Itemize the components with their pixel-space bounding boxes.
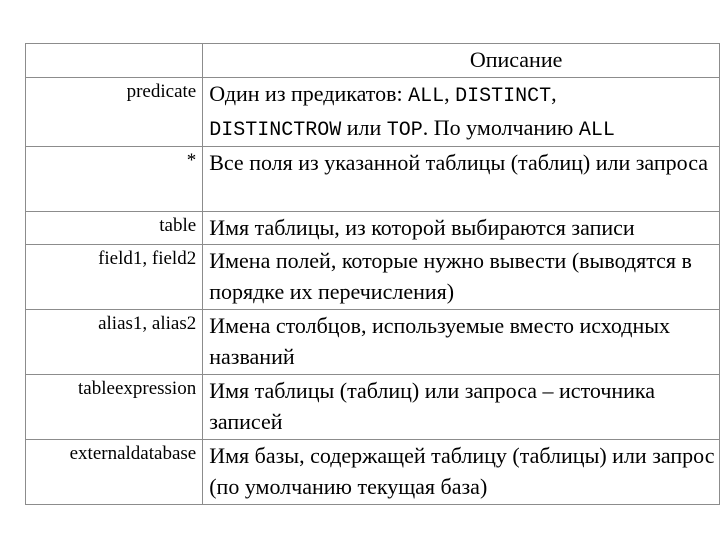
term-cell: table xyxy=(26,212,203,245)
description-cell: Имя таблицы (таблиц) или запроса – источника записей xyxy=(203,375,720,440)
description-cell: Имена полей, которые нужно вывести (выводятся в порядке их перечисления) xyxy=(203,245,720,310)
description-cell: Имя таблицы, из которой выбираются записи xyxy=(203,212,720,245)
term-cell: externaldatabase xyxy=(26,440,203,505)
term-cell: field1, field2 xyxy=(26,245,203,310)
header-description-cell: Описание xyxy=(203,44,720,78)
keyword-all: ALL xyxy=(408,85,445,108)
description-cell: Все поля из указанной таблицы (таблиц) или запроса xyxy=(203,147,720,212)
table-row xyxy=(26,440,720,505)
table-row xyxy=(26,375,720,440)
term-cell: * xyxy=(26,147,203,212)
desc-text: Один из предикатов: xyxy=(209,81,409,106)
desc-text: или xyxy=(341,115,387,140)
table-row xyxy=(26,78,720,147)
keyword-all-default: ALL xyxy=(578,119,615,142)
description-cell: Имя базы, содержащей таблицу (таблицы) или запрос (по умолчанию текущая база) xyxy=(203,440,720,505)
term-cell: predicate xyxy=(26,78,203,147)
header-term-cell xyxy=(26,44,203,78)
table-row xyxy=(26,245,720,310)
desc-text: . По умолчанию xyxy=(422,115,579,140)
term-cell: alias1, alias2 xyxy=(26,310,203,375)
table-row xyxy=(26,147,720,212)
keyword-top: TOP xyxy=(386,119,423,142)
desc-text: , xyxy=(444,81,456,106)
table-row xyxy=(26,212,720,245)
table-row xyxy=(26,310,720,375)
keyword-distinctrow: DISTINCTROW xyxy=(209,119,342,142)
term-cell: tableexpression xyxy=(26,375,203,440)
keyword-distinct: DISTINCT xyxy=(455,85,552,108)
desc-text: , xyxy=(551,81,557,106)
description-cell xyxy=(203,78,720,147)
syntax-table xyxy=(25,43,720,505)
header-row xyxy=(26,44,720,78)
description-cell: Имена столбцов, используемые вместо исходных названий xyxy=(203,310,720,375)
